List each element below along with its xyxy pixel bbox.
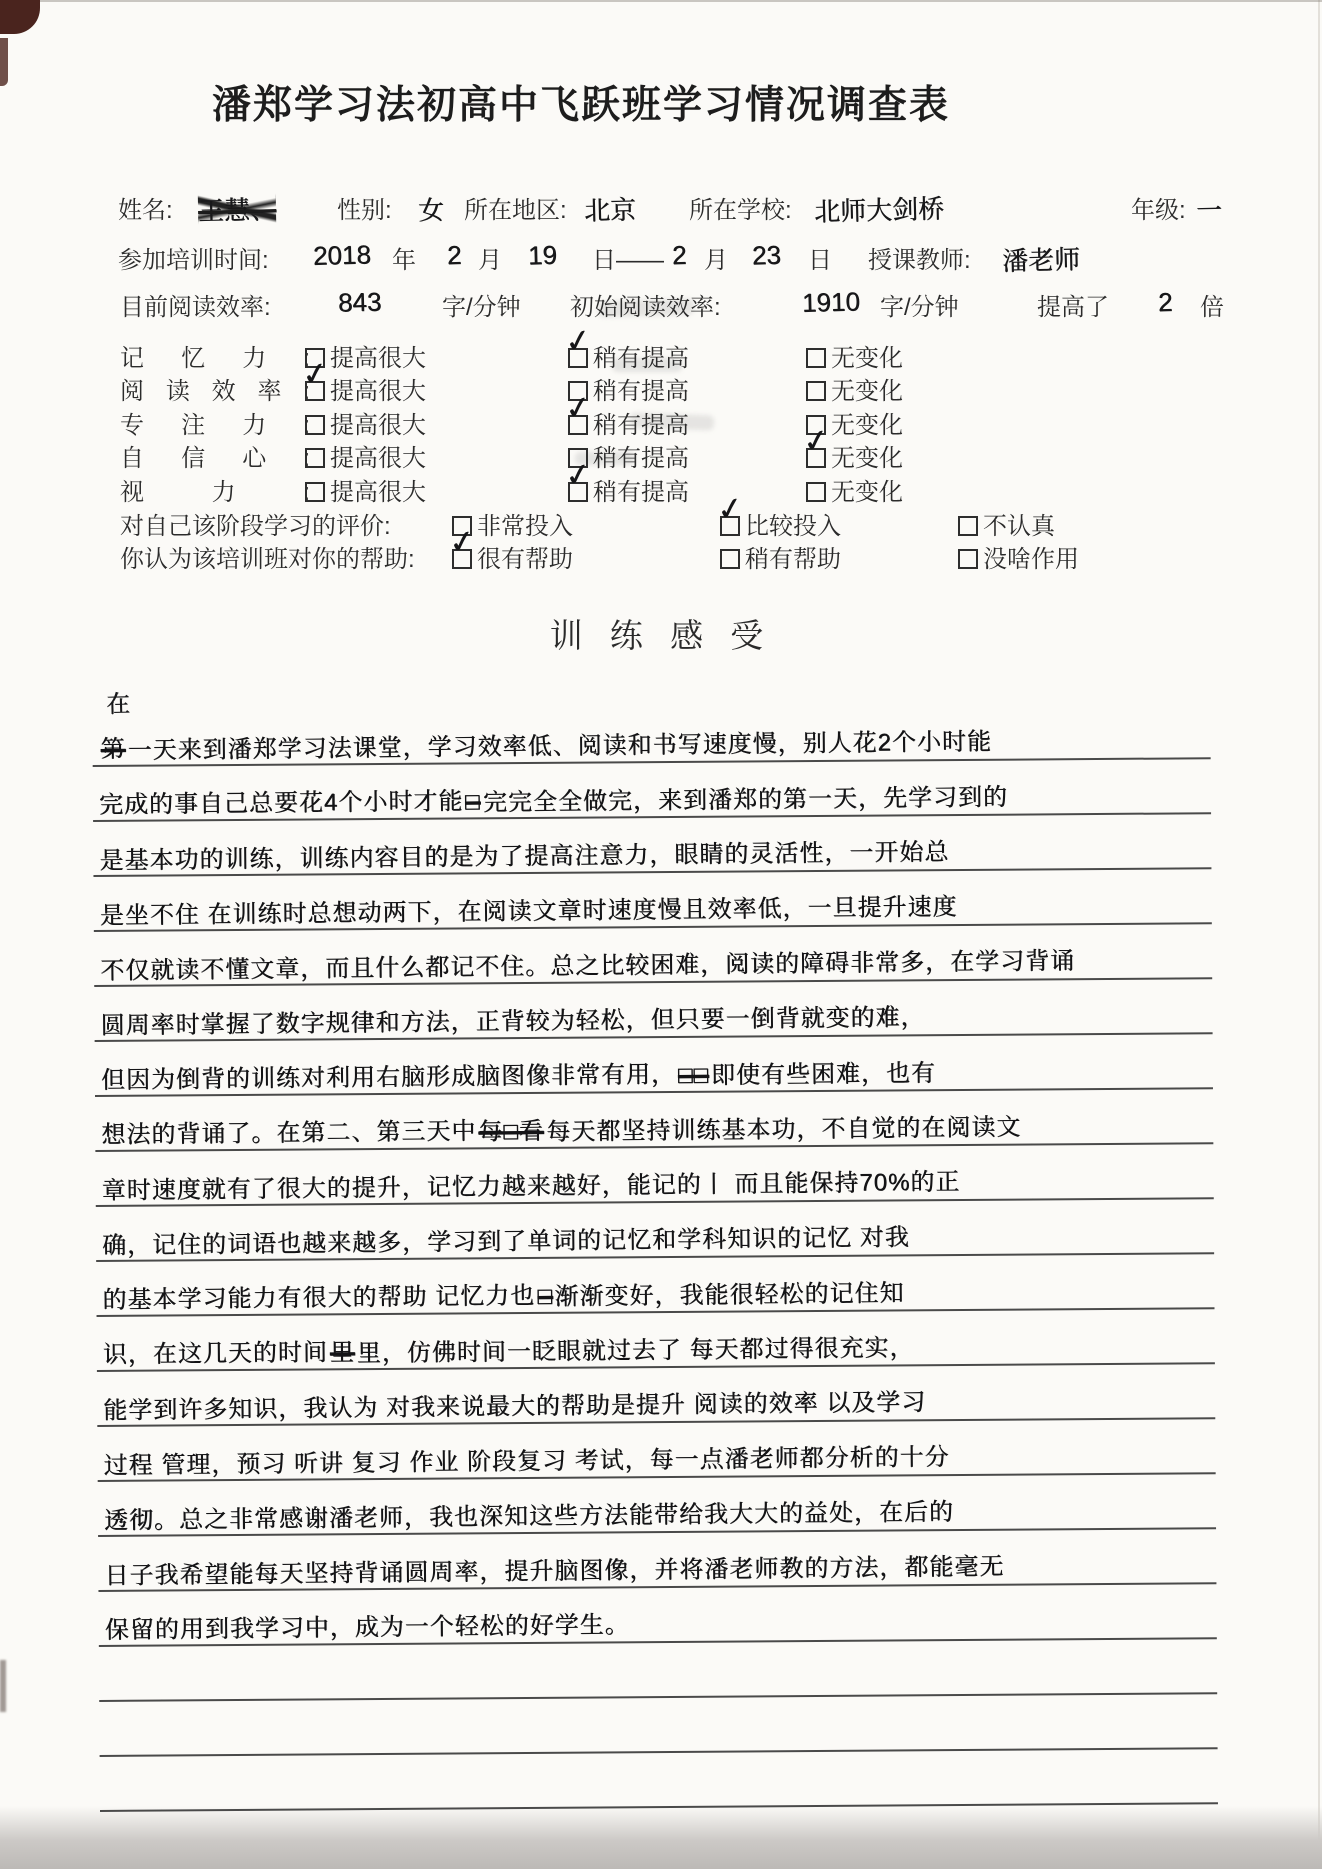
check-mark: ✓ [714, 489, 746, 529]
scan-edge-top [0, 0, 1322, 2]
check-mark: ✓ [299, 354, 331, 394]
crossed-out-text: □ [536, 1282, 553, 1310]
rating-option [806, 472, 903, 507]
checkbox [305, 381, 325, 401]
checkbox [452, 516, 472, 536]
rating-option [568, 371, 689, 406]
essay-line: 的基本学习能力有很大的帮助 记忆力也 □ 渐渐变好，我能很轻松的记住知 [96, 1254, 1214, 1317]
checkbox [305, 448, 325, 468]
rating-option [305, 338, 426, 373]
rating-option [562, 455, 689, 507]
crossed-out-text: □□ [677, 1061, 710, 1090]
initial-efficiency-value: 1910 [801, 286, 861, 318]
checkbox [806, 415, 826, 435]
essay-section [92, 704, 1218, 1812]
region-label: 所在地区: [464, 197, 567, 224]
check-mark: ✓ [446, 522, 478, 562]
rating-option [562, 321, 689, 373]
current-efficiency-value: 843 [337, 286, 382, 318]
improvement-value: 2 [1157, 286, 1173, 318]
rating-label: 自信心: [120, 445, 310, 473]
teacher-label: 授课教师: [868, 247, 971, 274]
option-label: 无变化 [831, 411, 903, 439]
option-label: 稍有提高 [593, 411, 689, 439]
option-label: 提高很大 [330, 378, 426, 406]
ratings-section [100, 321, 1250, 506]
essay-line: 过程 管理，预习 听讲 复习 作业 阶段复习 考试，每一点潘老师都分析的十分 [97, 1419, 1215, 1482]
rating-option [568, 438, 689, 473]
training-period-label: 参加培训时间: [118, 247, 269, 274]
year-unit: 年 [392, 247, 416, 274]
rating-option [800, 421, 903, 473]
name-value: 王慧、 [198, 189, 277, 228]
checkbox [958, 516, 978, 536]
page-title: 潘郑学习法初高中飞跃班学习情况调查表 [212, 84, 951, 127]
option-label: 很有帮助 [477, 546, 573, 574]
essay-line: 透彻。总之非常感谢潘老师，我也深知这些方法能带给我大大的益处，在后的 [98, 1474, 1216, 1537]
eval-label: 对自己该阶段学习的评价: [120, 513, 391, 540]
essay-line: 确，记住的词语也越来越多，学习到了单词的记忆和学科知识的记忆 对我 [96, 1199, 1214, 1262]
essay-line [99, 1694, 1217, 1757]
option-label: 不认真 [983, 513, 1055, 540]
essay-line: 保留的用到我学习中，成为一个轻松的好学生。 [98, 1584, 1216, 1647]
checkbox [305, 482, 325, 502]
essay-line: 章时速度就有了很大的提升，记忆力越来越好，能记的丨 而且能保持70%的正 [95, 1144, 1213, 1207]
essay-line [99, 1639, 1217, 1702]
essay-line: 圆周率时掌握了数字规律和方法，正背较为轻松，但只要一倒背就变的难， [94, 979, 1212, 1042]
crossed-out-text: 第 [100, 735, 126, 764]
rating-option [305, 438, 426, 473]
training-month1-value: 2 [446, 239, 462, 271]
rating-label: 阅读效率: [120, 378, 310, 406]
scan-edge-smudge [0, 1660, 6, 1712]
reading-efficiency-row [100, 287, 1300, 327]
checkbox [568, 448, 588, 468]
training-day2-value: 23 [751, 239, 782, 271]
option-label: 没啥作用 [983, 546, 1079, 574]
scan-bottom-shadow [0, 1806, 1322, 1869]
day1-unit: 日—— [592, 247, 664, 274]
eval-label: 你认为该培训班对你的帮助: [120, 546, 415, 574]
initial-efficiency-label: 初始阅读效率: [570, 294, 721, 321]
essay-line: 不仅就读不懂文章，而且什么都记不住。总之比较困难，阅读的障碍非常多，在学习背诵 [94, 924, 1212, 987]
option-label: 稍有提高 [593, 478, 689, 506]
crossed-out-text: 里 [329, 1339, 355, 1367]
school-label: 所在学校: [689, 197, 792, 224]
checkbox [806, 482, 826, 502]
region-value: 北京 [583, 194, 637, 226]
option-label: 比较投入 [745, 513, 841, 540]
option-label: 稍有帮助 [745, 546, 841, 574]
scan-corner-artifact [0, 0, 40, 34]
training-year-value: 2018 [312, 239, 372, 271]
check-mark: ✓ [562, 321, 594, 361]
option-label: 提高很大 [330, 478, 426, 506]
essay-line: 识，在这几天的时间 里 里，仿佛时间一眨眼就过去了 每天都过得很充实， [97, 1309, 1215, 1372]
eval-option [714, 489, 841, 541]
checkbox [568, 348, 588, 368]
rating-option [806, 338, 903, 373]
option-label: 提高很大 [330, 445, 426, 473]
option-label: 稍有提高 [593, 345, 689, 372]
gender-value: 女 [417, 194, 445, 226]
essay-line: 是基本功的训练，训练内容目的是为了提高注意力，眼睛的灵活性，一开始总 [93, 814, 1211, 877]
checkbox [568, 381, 588, 401]
option-label: 无变化 [831, 345, 903, 372]
rating-label: 记忆力: [120, 345, 310, 372]
gender-label: 性别: [337, 197, 392, 224]
option-label: 稍有提高 [593, 445, 689, 473]
essay-line: 能学到许多知识，我认为 对我来说最大的帮助是提升 阅读的效率 以及学习 [97, 1364, 1215, 1427]
day2-unit: 日 [808, 247, 832, 274]
checkbox [568, 415, 588, 435]
option-label: 无变化 [831, 445, 903, 473]
grade-value: 一 [1195, 194, 1223, 226]
current-efficiency-label: 目前阅读效率: [120, 294, 271, 321]
rating-option [562, 388, 689, 440]
option-label: 无变化 [831, 478, 903, 506]
checkbox [720, 516, 740, 536]
training-day1-value: 19 [527, 239, 558, 271]
month1-unit: 月 [478, 247, 502, 274]
rating-option [806, 371, 903, 406]
checkbox [568, 482, 588, 502]
improvement-unit: 倍 [1200, 294, 1224, 321]
scan-edge-right [1318, 0, 1320, 1869]
eval-option [958, 506, 1055, 541]
rating-option [299, 354, 426, 406]
rating-option [305, 472, 426, 507]
inserted-character: 在 [105, 690, 131, 719]
option-label: 非常投入 [477, 513, 573, 540]
essay-line [100, 1749, 1218, 1812]
checkbox [305, 348, 325, 368]
student-info-row [100, 190, 1300, 230]
month2-unit: 月 [704, 247, 728, 274]
rating-label: 专注力: [120, 411, 310, 439]
checkbox [806, 381, 826, 401]
training-month2-value: 2 [671, 239, 687, 271]
check-mark: ✓ [562, 388, 594, 427]
crossed-out-text: □ [465, 788, 481, 816]
checkbox [958, 549, 978, 569]
improvement-label: 提高了 [1037, 294, 1109, 321]
essay-line: 第 一天来到潘郑学习法课堂，学习效率低、阅读和书写速度慢，别人花2个小时能 [92, 704, 1210, 767]
option-label: 提高很大 [330, 411, 426, 439]
checkbox [720, 549, 740, 569]
essay-line: 是坐不住 在训练时总想动两下，在阅读文章时速度慢且效率低，一旦提升速度 [93, 869, 1211, 932]
eval-option [958, 539, 1079, 574]
rating-option [305, 405, 426, 440]
eval-option [720, 539, 841, 574]
check-mark: ✓ [562, 455, 594, 494]
essay-line: 日子我希望能每天坚持背诵圆周率，提升脑图像，并将潘老师教的方法，都能毫无 [98, 1529, 1216, 1592]
check-mark: ✓ [800, 421, 832, 461]
crossed-out-text: 每□看 [478, 1117, 544, 1146]
option-label: 稍有提高 [593, 378, 689, 406]
rating-option [806, 405, 903, 440]
checkbox [452, 549, 472, 569]
checkbox [305, 415, 325, 435]
training-period-row [100, 240, 1300, 280]
essay-line: 想法的背诵了。在第二、第三天中 每□看 每天都坚持训练基本功，不自觉的在阅读文 [95, 1089, 1213, 1152]
initial-efficiency-unit: 字/分钟 [880, 294, 959, 321]
grade-label: 年级: [1131, 197, 1186, 224]
essay-heading: 训 练 感 受 [549, 617, 773, 654]
checkbox [806, 448, 826, 468]
rating-row-memory [100, 321, 1250, 372]
option-label: 无变化 [831, 378, 903, 406]
eval-option [452, 506, 573, 541]
scan-corner-artifact [0, 38, 8, 86]
checkbox [806, 348, 826, 368]
essay-line: 完成的事自己总要花4个小时才能 □ 完完全全做完，来到潘郑的第一天，先学习到的 [93, 759, 1211, 822]
rating-label: 视力: [120, 478, 310, 506]
school-value: 北师大剑桥 [813, 193, 945, 227]
name-label: 姓名: [118, 197, 173, 224]
option-label: 提高很大 [330, 345, 426, 372]
teacher-value: 潘老师 [1001, 244, 1081, 276]
current-efficiency-unit: 字/分钟 [442, 294, 521, 321]
essay-line: 但因为倒背的训练对利用右脑形成脑图像非常有用， □□ 即使有些困难，也有 [95, 1034, 1213, 1097]
